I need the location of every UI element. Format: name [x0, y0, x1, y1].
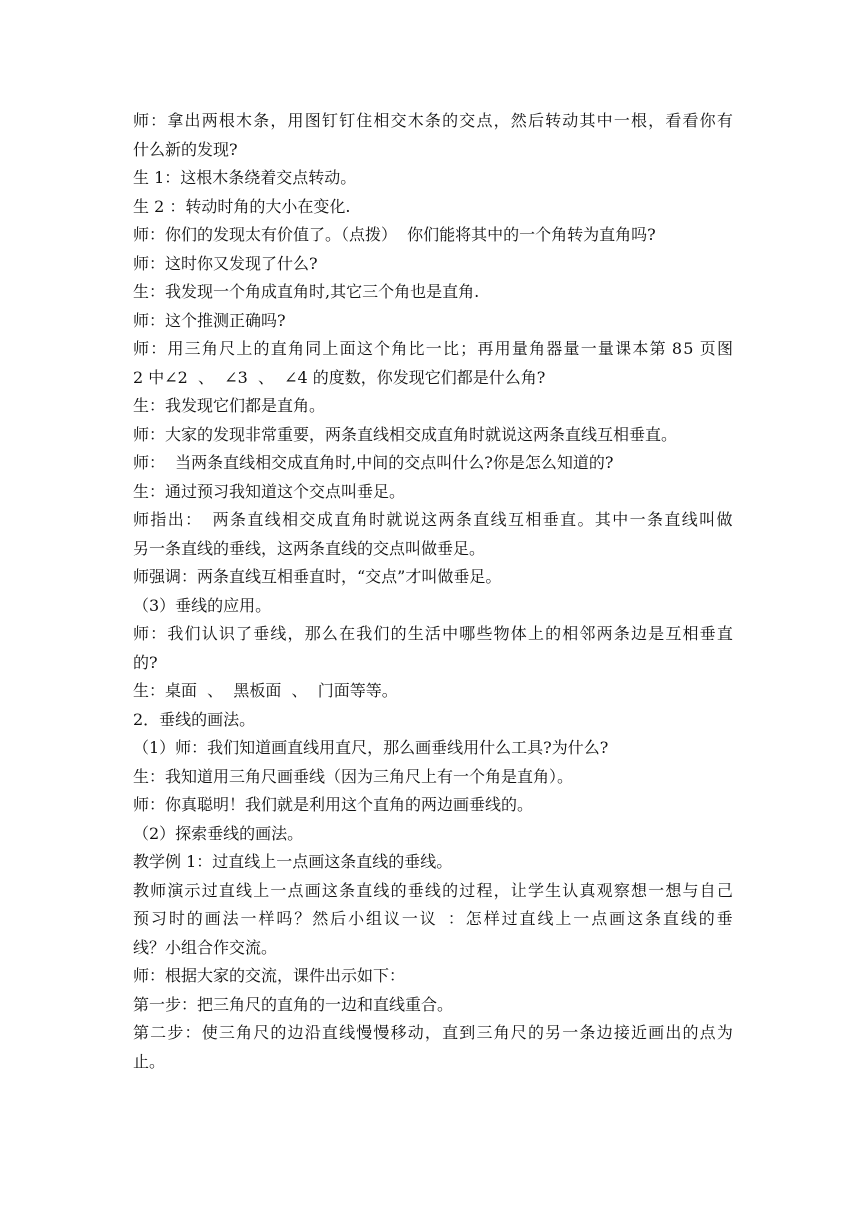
- text-line: 的?: [133, 652, 158, 672]
- document-page: [133, 107, 733, 1076]
- text-line: 师：这个推测正确吗?: [133, 310, 286, 330]
- text-line: 什么新的发现?: [133, 139, 238, 159]
- text-line: 生：我发现一个角成直角时,其它三个角也是直角.: [133, 282, 480, 301]
- text-line: 教 师 演 示 过 直 线 上 一 点 画 这 条 直 线 的 垂 线 的 过 程 ， 让 学 生 认 真 观 察 想 一 想 与 自 己: [133, 880, 733, 900]
- text-line: （3）垂线的应用。: [133, 595, 272, 615]
- text-line: 师 指 出 ： 两 条 直 线 相 交 成 直 角 时 就 说 这 两 条 直 线 互 相 垂 直 。 其 中 一 条 直 线 叫 做: [133, 510, 733, 529]
- text-line: 止。: [133, 1051, 166, 1071]
- text-line: 生：桌面 、 黑板面 、 门面等等。: [133, 681, 398, 700]
- text-line: （1）师：我们知道画直线用直尺，那么画垂线用什么工具?为什么?: [133, 738, 609, 757]
- text-line: 师： 当两条直线相交成直角时,中间的交点叫什么?你是怎么知道的?: [133, 453, 614, 472]
- text-line: 师：这时你又发现了什么?: [133, 253, 318, 273]
- text-line: 师 ： 我 们 认 识 了 垂 线 ， 那 么 在 我 们 的 生 活 中 哪 些 物 体 上 的 相 邻 两 条 边 是 互 相 垂 直: [133, 624, 733, 643]
- text-line: 生：通过预习我知道这个交点叫垂足。: [133, 481, 406, 501]
- text-line: 线？小组合作交流。: [133, 937, 278, 957]
- text-line: 师：大家的发现非常重要，两条直线相交成直角时就说这两条直线互相垂直。: [133, 424, 678, 444]
- text-line: 生 2 ：转动时角的大小在变化.: [133, 196, 351, 216]
- text-line: 另一条直线的垂线，这两条直线的交点叫做垂足。: [133, 538, 486, 558]
- text-line: 2．垂线的画法。: [133, 709, 256, 729]
- text-line: 师 ： 用 三 角 尺 上 的 直 角 同 上 面 这 个 角 比 一 比 ； 再 用 量 角 器 量 一 量 课 本 第 8 5 页 图: [133, 339, 733, 358]
- text-line: 第一步：把三角尺的直角的一边和直线重合。: [133, 994, 454, 1014]
- text-line: 教学例 1：过直线上一点画这条直线的垂线。: [133, 852, 453, 871]
- text-line: 生 1：这根木条绕着交点转动。: [133, 168, 357, 187]
- text-line: 师强调：两条直线互相垂直时，“交点”才叫做垂足。: [133, 567, 502, 586]
- text-line: 第 二 步 ： 使 三 角 尺 的 边 沿 直 线 慢 慢 移 动 ， 直 到 三 角 尺 的 另 一 条 边 接 近 画 出 的 点 为: [133, 1023, 733, 1042]
- text-line: 生：我知道用三角尺画垂线（因为三角尺上有一个角是直角）。: [133, 766, 574, 786]
- text-line: 生：我发现它们都是直角。: [133, 396, 326, 415]
- text-line: 预 习 时 的 画 法 一 样 吗 ？ 然 后 小 组 议 一 议 ： 怎 样 过 直 线 上 一 点 画 这 条 直 线 的 垂: [133, 909, 733, 928]
- text-line: 师：你们的发现太有价值了。（点拨） 你们能将其中的一个角转为直角吗?: [133, 225, 656, 244]
- text-line: 2 中∠2 、 ∠3 、 ∠4 的度数，你发现它们都是什么角?: [133, 367, 546, 387]
- text-line: 师 ： 拿 出 两 根 木 条 ， 用 图 钉 钉 住 相 交 木 条 的 交 点 ， 然 后 转 动 其 中 一 根 ， 看 看 你 有: [133, 111, 733, 130]
- text-line: 师：根据大家的交流，课件出示如下：: [133, 966, 406, 985]
- text-line: （2）探索垂线的画法。: [133, 823, 304, 843]
- text-line: 师：你真聪明！我们就是利用这个直角的两边画垂线的。: [133, 795, 534, 814]
